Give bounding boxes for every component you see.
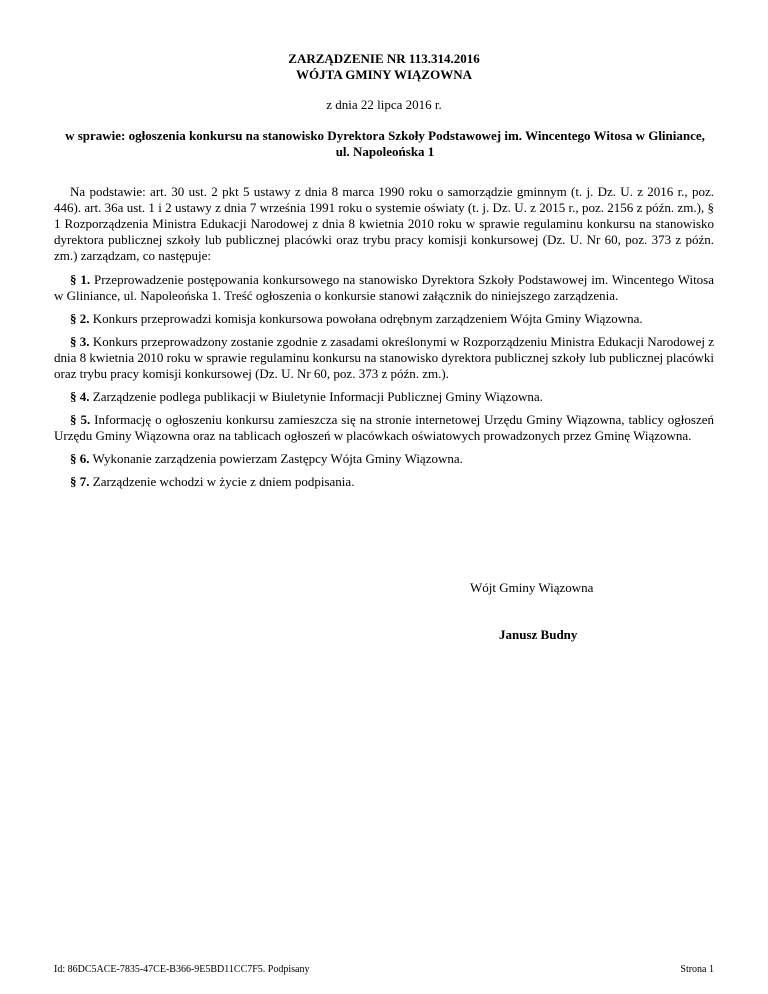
paragraph-3: [54, 334, 714, 382]
paragraph-text: Przeprowadzenie postępowania konkursowego na stanowisko Dyrektora Szkoły Podstawowej im. Wincentego Witosa w Gliniance, ul. Napoleońska 1. Treść ogłoszenia o konkursie stanowi załącznik do niniejszego zarządzenia.: [54, 272, 715, 303]
paragraph-number: § 1.: [70, 272, 91, 287]
paragraph-text: Wykonanie zarządzenia powierzam Zastępcy Wójta Gminy Wiązowna.: [92, 451, 463, 466]
paragraph-6: [54, 451, 714, 467]
document-body: [54, 184, 714, 497]
document-title: ZARZĄDZENIE NR 113.314.2016: [288, 51, 480, 66]
document-issuer: WÓJTA GMINY WIĄZOWNA: [296, 67, 472, 82]
document-date: z dnia 22 lipca 2016 r.: [326, 97, 442, 112]
signatory-name: Janusz Budny: [499, 627, 578, 642]
paragraph-2: [54, 311, 714, 327]
footer-document-id: Id: 86DC5ACE-7835-47CE-B366-9E5BD11CC7F5. Podpisany: [54, 964, 310, 975]
paragraph-text: Zarządzenie wchodzi w życie z dniem podpisania.: [92, 474, 355, 489]
paragraph-number: § 6.: [70, 451, 90, 466]
document-subject: w sprawie: ogłoszenia konkursu na stanowisko Dyrektora Szkoły Podstawowej im. Wincentego Witosa w Gliniance, ul. Napoleońska 1: [65, 128, 705, 159]
paragraph-number: § 2.: [70, 311, 90, 326]
signatory-role: Wójt Gminy Wiązowna: [470, 580, 594, 595]
paragraph-5: [54, 412, 714, 444]
paragraph-text: Zarządzenie podlega publikacji w Biuletynie Informacji Publicznej Gminy Wiązowna.: [92, 389, 543, 404]
paragraph-number: § 3.: [70, 334, 90, 349]
paragraph-text: Konkurs przeprowadzony zostanie zgodnie z zasadami określonymi w Rozporządzeniu Ministra Edukacji Narodowej z dnia 8 kwietnia 2010 roku w sprawie regulaminu konkursu na stanowisko dyrektora publicznej szkoły lub publicznej placówki oraz trybu pracy komisji konkursowej (Dz. U. Nr 60, poz. 373 z późn. zm.).: [54, 334, 715, 381]
paragraph-number: § 5.: [70, 412, 91, 427]
paragraph-text: Informację o ogłoszeniu konkursu zamieszcza się na stronie internetowej Urzędu Gminy Wiązowna, tablicy ogłoszeń Urzędu Gminy Wiązowna oraz na tablicach ogłoszeń w placówkach oświatowych prowadzonych przez Gminę Wiązowna.: [54, 412, 714, 443]
paragraph-number: § 7.: [70, 474, 90, 489]
footer-page-number: Strona 1: [680, 964, 714, 975]
paragraph-7: [54, 474, 714, 490]
preamble: Na podstawie: art. 30 ust. 2 pkt 5 ustawy z dnia 8 marca 1990 roku o samorządzie gminnym (t. j. Dz. U. z 2016 r., poz. 446). art. 36a ust. 1 i 2 ustawy z dnia 7 września 1991 roku o systemie oświaty (t. j. Dz. U. z 2015 r., poz. 2156 z późn. zm.), § 1 Rozporządzenia Ministra Edukacji Narodowej z dnia 8 kwietnia 2010 roku w sprawie regulaminu konkursu na stanowisko dyrektora publicznej szkoły lub publicznej placówki oraz trybu pracy komisji konkursowej (Dz. U. Nr 60, poz. 373 z późn. zm.) zarządzam, co następuje:: [54, 184, 714, 263]
paragraph-number: § 4.: [70, 389, 90, 404]
paragraph-4: [54, 389, 714, 405]
paragraph-text: Konkurs przeprowadzi komisja konkursowa powołana odrębnym zarządzeniem Wójta Gminy Wiązowna.: [92, 311, 643, 326]
paragraph-1: [54, 272, 714, 304]
